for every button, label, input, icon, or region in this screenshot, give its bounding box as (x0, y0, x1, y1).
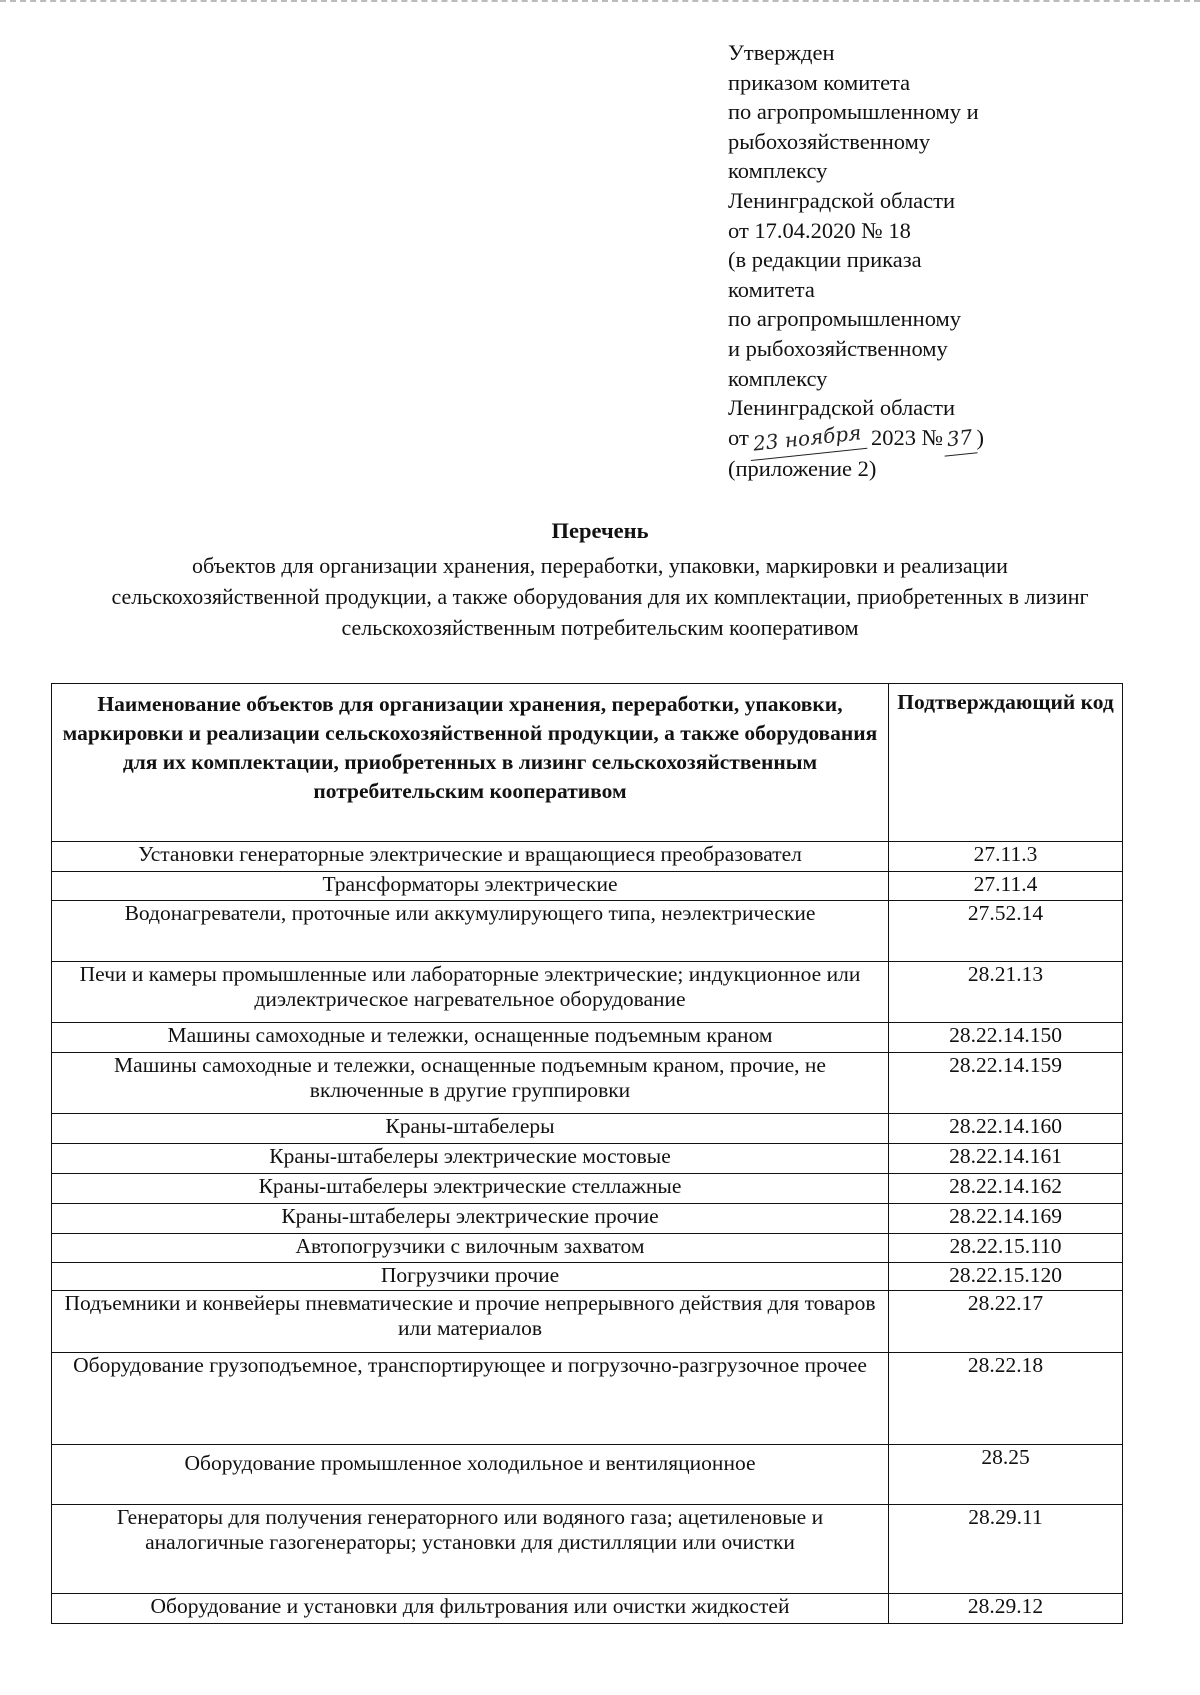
table-row (52, 1053, 1123, 1114)
row-code: 28.22.17 (889, 1291, 1123, 1353)
document-subtitle: объектов для организации хранения, переработки, упаковки, маркировки и реализации сельскохозяйственной продукции, а также оборудования для их комплектации, приобретенных в лизинг сельскохозяйственным потребительским кооперативом (111, 553, 1089, 640)
row-name: Краны-штабелеры (52, 1114, 889, 1144)
row-name: Машины самоходные и тележки, оснащенные подъемным краном (52, 1023, 889, 1053)
row-name: Погрузчики прочие (52, 1263, 889, 1291)
table-row (52, 1114, 1123, 1144)
table-row (52, 1234, 1123, 1263)
approval-line: Ленинградской области (728, 395, 956, 421)
row-code: 28.22.14.150 (889, 1023, 1123, 1053)
table-row (52, 1144, 1123, 1174)
number-prefix: № (921, 424, 944, 450)
row-code: 27.11.3 (889, 842, 1123, 872)
row-name: Оборудование промышленное холодильное и вентиляционное (52, 1445, 889, 1505)
row-code: 28.22.15.120 (889, 1263, 1123, 1291)
table-row (52, 1023, 1123, 1053)
row-code: 28.22.14.159 (889, 1053, 1123, 1114)
table-row (52, 1174, 1123, 1204)
row-code: 28.22.14.161 (889, 1144, 1123, 1174)
row-code: 28.22.14.162 (889, 1174, 1123, 1204)
row-code: 28.22.18 (889, 1353, 1123, 1445)
row-code: 28.29.12 (889, 1594, 1123, 1624)
approval-line: по агропромышленному и (728, 99, 979, 125)
row-name: Оборудование и установки для фильтрования или очистки жидкостей (52, 1594, 889, 1624)
row-name: Оборудование грузоподъемное, транспортирующее и погрузочно-разгрузочное прочее (52, 1353, 889, 1445)
row-code: 28.29.11 (889, 1505, 1123, 1594)
document-heading: Перечень (551, 518, 649, 543)
row-name: Установки генераторные электрические и вращающиеся преобразовател (52, 842, 889, 872)
handwritten-date: 23 ноября (748, 418, 867, 461)
row-name: Подъемники и конвейеры пневматические и прочие непрерывного действия для товаров или материалов (52, 1291, 889, 1353)
approval-line: приказом комитета (728, 69, 911, 95)
table-row (52, 901, 1123, 962)
row-name: Генераторы для получения генераторного или водяного газа; ацетиленовые и аналогичные газогенераторы; установки для дистилляции или очистки (52, 1505, 889, 1594)
approval-line: комплексу (728, 365, 828, 391)
row-name: Краны-штабелеры электрические стеллажные (52, 1174, 889, 1204)
row-name: Краны-штабелеры электрические мостовые (52, 1144, 889, 1174)
row-name: Краны-штабелеры электрические прочие (52, 1204, 889, 1234)
row-code: 28.22.15.110 (889, 1234, 1123, 1263)
row-code: 28.21.13 (889, 962, 1123, 1023)
approval-line: Утвержден (728, 40, 835, 65)
approval-line: по агропромышленному (728, 306, 962, 332)
approval-stamp-block (728, 38, 1048, 484)
approval-line: и рыбохозяйственному (728, 335, 948, 361)
approval-line: комитета (728, 276, 815, 302)
table-header-row (52, 684, 1123, 842)
header-name: Наименование объектов для организации хранения, переработки, упаковки, маркировки и реализации сельскохозяйственной продукции, а также оборудования для их комплектации, приобретенных в лизинг сельскохозяйственным потребительским кооперативом (52, 684, 889, 842)
scan-top-edge (0, 0, 1200, 6)
approval-line: рыбохозяйственному (728, 128, 931, 154)
row-name: Автопогрузчики с вилочным захватом (52, 1234, 889, 1263)
appendix-note: (приложение 2) (728, 456, 877, 482)
approval-line: от 17.04.2020 № 18 (728, 217, 911, 243)
row-code: 27.52.14 (889, 901, 1123, 962)
row-name: Трансформаторы электрические (52, 872, 889, 901)
handwritten-number: 37 (942, 422, 978, 456)
table-row (52, 1505, 1123, 1594)
row-code: 28.22.14.169 (889, 1204, 1123, 1234)
table-row (52, 1291, 1123, 1353)
row-name: Машины самоходные и тележки, оснащенные подъемным краном, прочие, не включенные в другие группировки (52, 1053, 889, 1114)
table-row (52, 1204, 1123, 1234)
approval-line: комплексу (728, 158, 828, 184)
table-row (52, 1353, 1123, 1445)
row-code: 27.11.4 (889, 872, 1123, 901)
table-row (52, 872, 1123, 901)
row-name: Водонагреватели, проточные или аккумулирующего типа, неэлектрические (52, 901, 889, 962)
table-row (52, 1594, 1123, 1624)
approval-line: (в редакции приказа (728, 247, 922, 273)
table-row (52, 842, 1123, 872)
row-name: Печи и камеры промышленные или лабораторные электрические; индукционное или диэлектрическое нагревательное оборудование (52, 962, 889, 1023)
objects-table (51, 683, 1123, 1624)
table-row (52, 962, 1123, 1023)
table-row (52, 1263, 1123, 1291)
closing-paren: ) (976, 424, 984, 450)
row-code: 28.25 (889, 1445, 1123, 1505)
header-code: Подтверждающий код (889, 684, 1123, 842)
approval-line: Ленинградской области (728, 187, 956, 213)
year: 2023 (870, 424, 916, 450)
amendment-date-line (728, 420, 1048, 456)
row-code: 28.22.14.160 (889, 1114, 1123, 1144)
table-row (52, 1445, 1123, 1505)
date-prefix: от (728, 424, 749, 450)
